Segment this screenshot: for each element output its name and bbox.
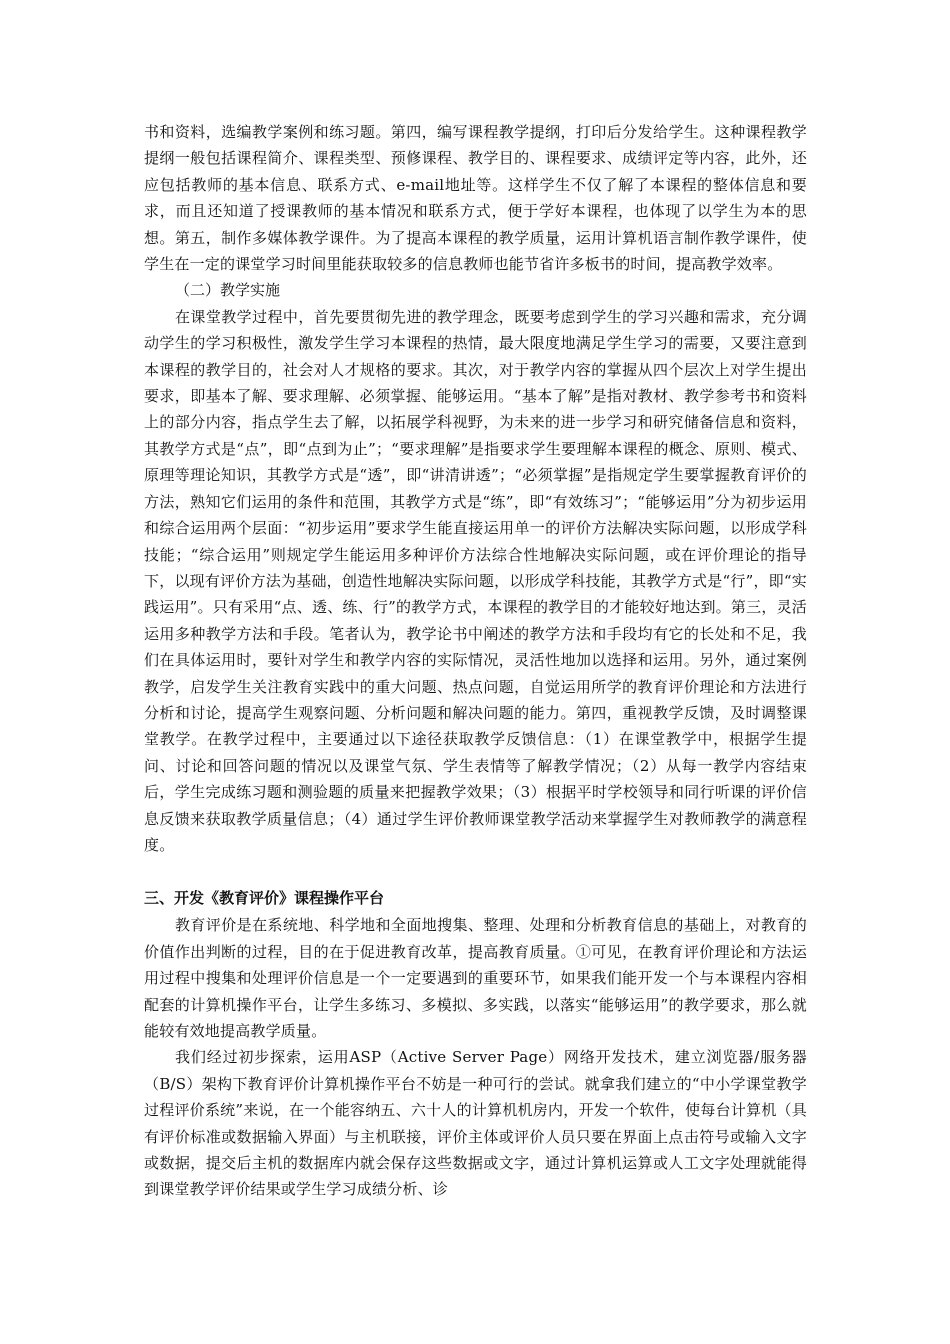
section-heading: 三、开发《教育评价》课程操作平台 (144, 889, 385, 908)
subsection-heading: （二）教学实施 (175, 281, 281, 300)
body-paragraph: 教育评价是在系统地、科学地和全面地搜集、整理、处理和分析教育信息的基础上，对教育的价值作出判断的过程，目的在于促进教育改革，提高教育质量。①可见，在教育评价理论和方法运用过程中搜集和处理评价信息是一个一定要遇到的重要环节，如果我们能开发一个与本课程内容相配套的计算机操作平台，让学生多练习、多模拟、多实践，以落实“能够运用”的教学要求，那么就能较有效地提高教学质量。 (144, 916, 807, 1040)
document-body (144, 119, 807, 1203)
body-paragraph: 我们经过初步探索，运用ASP（Active Server Page）网络开发技术，建立浏览器/服务器（B/S）架构下教育评价计算机操作平台不妨是一种可行的尝试。就拿我们建立的“中小学课堂教学过程评价系统”来说，在一个能容纳五、六十人的计算机机房内，开发一个软件，使每台计算机（具有评价标准或数据输入界面）与主机联接，评价主体或评价人员只要在界面上点击符号或输入文字或数据，提交后主机的数据库内就会保存这些数据或文字，通过计算机运算或人工文字处理就能得到课堂教学评价结果或学生学习成绩分析、诊 (144, 1048, 807, 1199)
body-paragraph: 书和资料，选编教学案例和练习题。第四，编写课程教学提纲，打印后分发给学生。这种课程教学提纲一般包括课程简介、课程类型、预修课程、教学目的、课程要求、成绩评定等内容，此外，还应包括教师的基本信息、联系方式、e-mail地址等。这样学生不仅了解了本课程的整体信息和要求，而且还知道了授课教师的基本情况和联系方式，便于学好本课程，也体现了以学生为本的思想。第五，制作多媒体教学课件。为了提高本课程的教学质量，运用计算机语言制作教学课件，使学生在一定的课堂学习时间里能获取较多的信息教师也能节省许多板书的时间，提高教学效率。 (144, 123, 807, 274)
body-paragraph: 在课堂教学过程中，首先要贯彻先进的教学理念，既要考虑到学生的学习兴趣和需求，充分调动学生的学习积极性，激发学生学习本课程的热情，最大限度地满足学生学习的需要，又要注意到本课程的教学目的，社会对人才规格的要求。其次，对于教学内容的掌握从四个层次上对学生提出要求，即基本了解、要求理解、必须掌握、能够运用。“基本了解”是指对教材、教学参考书和资料上的部分内容，指点学生去了解，以拓展学科视野，为未来的进一步学习和研究储备信息和资料，其教学方式是“点”，即“点到为止”；“要求理解”是指要求学生要理解本课程的概念、原则、模式、原理等理论知识，其教学方式是“透”，即“讲清讲透”；“必须掌握”是指规定学生要掌握教育评价的方法，熟知它们运用的条件和范围，其教学方式是“练”，即“有效练习”；“能够运用”分为初步运用和综合运用两个层面：“初步运用”要求学生能直接运用单一的评价方法解决实际问题，以形成学科技能；“综合运用”则规定学生能运用多种评价方法综合性地解决实际问题，或在评价理论的指导下，以现有评价方法为基础，创造性地解决实际问题，以形成学科技能，其教学方式是“行”，即“实践运用”。只有采用“点、透、练、行”的教学方式，本课程的教学目的才能较好地达到。第三，灵活运用多种教学方法和手段。笔者认为，教学论书中阐述的教学方法和手段均有它的长处和不足，我们在具体运用时，要针对学生和教学内容的实际情况，灵活性地加以选择和运用。另外，通过案例教学，启发学生关注教育实践中的重大问题、热点问题，自觉运用所学的教育评价理论和方法进行分析和讨论，提高学生观察问题、分析问题和解决问题的能力。第四，重视教学反馈，及时调整课堂教学。在教学过程中，主要通过以下途径获取教学反馈信息：（1）在课堂教学中，根据学生提问、讨论和回答问题的情况以及课堂气氛、学生表情等了解教学情况；（2）从每一教学内容结束后，学生完成练习题和测验题的质量来把握教学效果；（3）根据平时学校领导和同行听课的评价信息反馈来获取教学质量信息；（4）通过学生评价教师课堂教学活动来掌握学生对教师教学的满意程度。 (144, 307, 807, 854)
